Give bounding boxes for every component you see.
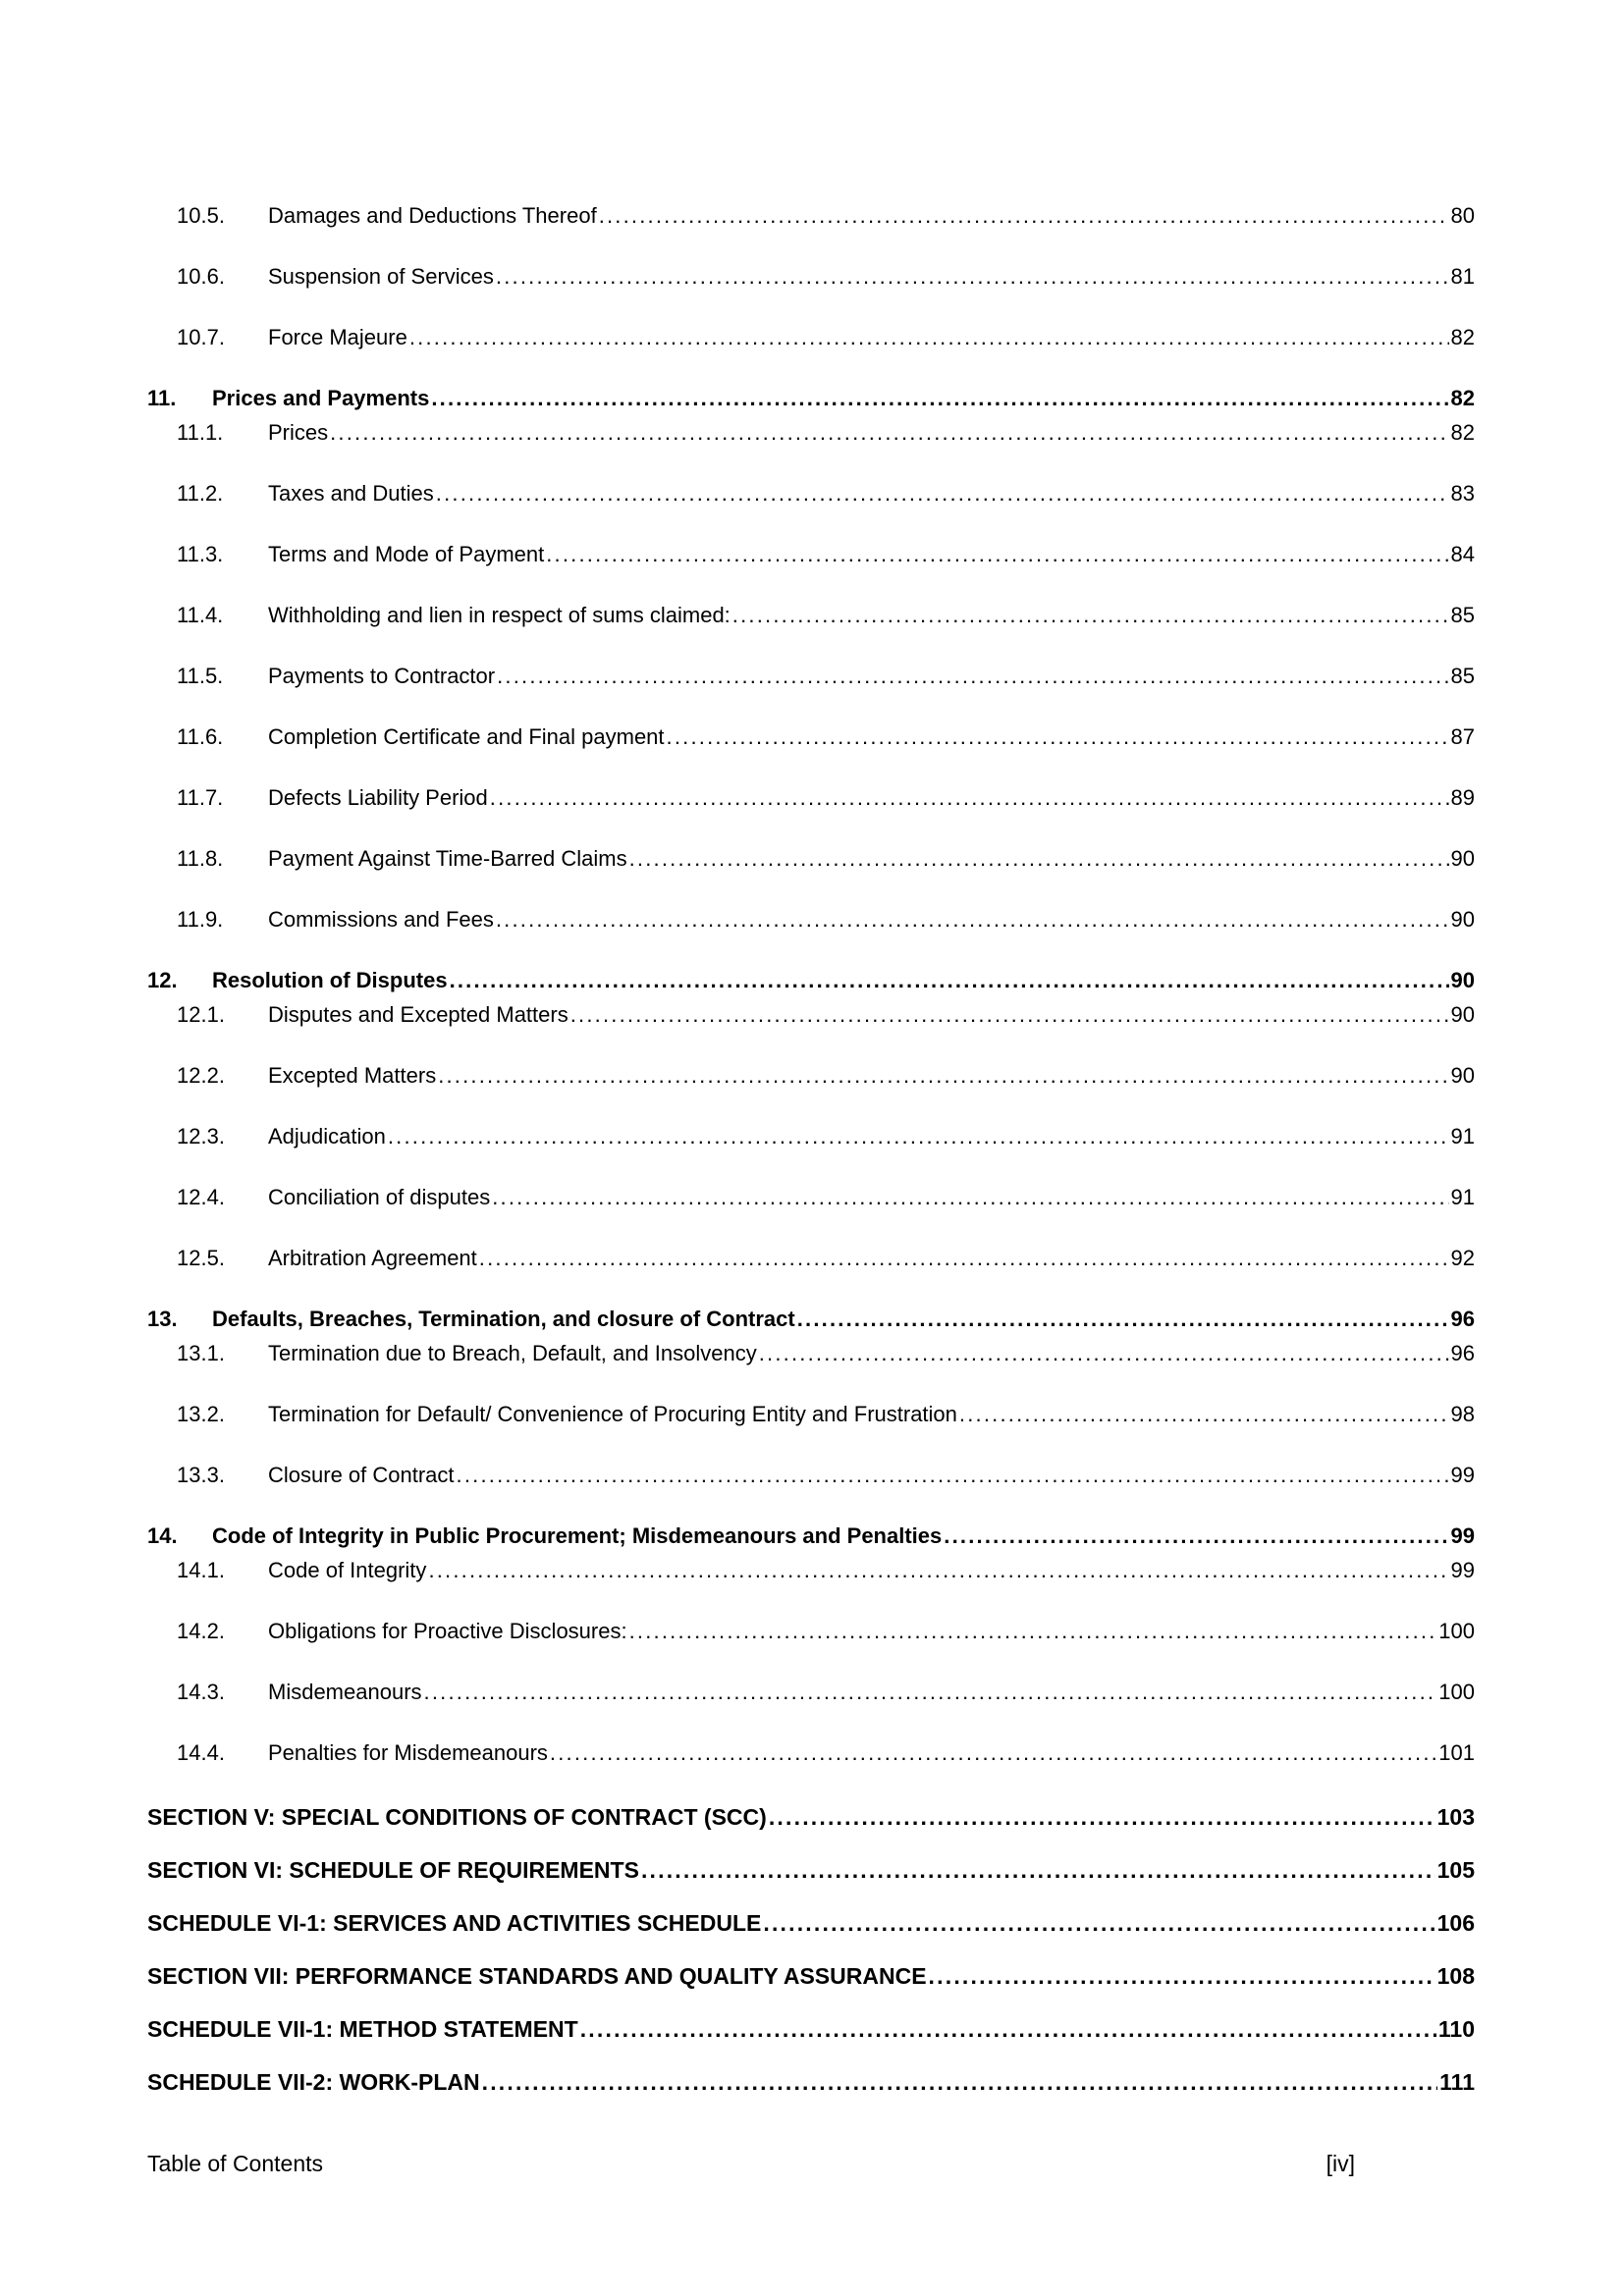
toc-entry [147,418,1475,448]
toc-entry-page: 90 [1450,1063,1475,1088]
toc-entry-page: 80 [1450,203,1475,228]
toc-entry-title: Obligations for Proactive Disclosures: [268,1619,627,1643]
toc-entry-number: 12. [147,968,178,992]
dot-leader [330,418,1448,448]
toc-entry-number: 12.3. [177,1124,225,1148]
toc-entry-page: 92 [1450,1246,1475,1270]
toc-entry-page: 103 [1436,1804,1475,1830]
toc-entry-title: Prices and Payments [212,386,430,410]
toc-entry [147,540,1475,569]
dot-leader [763,1907,1435,1939]
toc-entry-title: Code of Integrity in Public Procurement; Misdemeanours and Penalties [212,1523,943,1548]
toc-entry-number: 11.1. [177,420,224,445]
toc-entry-number: 13.3. [177,1463,225,1487]
toc-entry [147,1678,1475,1707]
dot-leader [959,1400,1449,1429]
toc-entry [147,1183,1475,1212]
toc-entry-page: 98 [1450,1402,1475,1426]
toc-entry-title: SCHEDULE VII-1: METHOD STATEMENT [147,2016,578,2042]
toc-entry-title: SECTION VII: PERFORMANCE STANDARDS AND QUALITY ASSURANCE [147,1963,927,1989]
toc-entry-title: Misdemeanours [268,1680,422,1704]
toc-entry-number: 11. [147,386,177,410]
dot-leader [580,2013,1436,2045]
dot-leader [450,966,1449,995]
toc-entry-page: 83 [1450,481,1475,506]
toc-entry [147,601,1475,630]
toc-entry-number: 14.4. [177,1740,225,1765]
toc-entry-page: 85 [1450,664,1475,688]
toc-entry [147,323,1475,352]
toc-entry [147,1461,1475,1490]
toc-entry-number: 12.4. [177,1185,225,1209]
toc-entry-page: 99 [1450,1523,1475,1548]
toc-entry-page: 106 [1436,1910,1475,1936]
toc-entry-page: 111 [1439,2069,1475,2095]
toc-entry-number: 10.7. [177,325,225,349]
toc-entry-page: 91 [1450,1124,1475,1148]
toc-entry-page: 110 [1437,2016,1475,2042]
toc-entry [147,262,1475,292]
dot-leader [496,262,1449,292]
toc-entry-page: 108 [1436,1963,1475,1989]
dot-leader [492,1183,1448,1212]
dot-leader [479,1244,1449,1273]
toc-entry-number: 11.7. [177,785,224,810]
toc-entry-page: 90 [1450,968,1475,992]
toc-entry-page: 85 [1450,603,1475,627]
dot-leader [409,323,1449,352]
toc-entry-title: Suspension of Services [268,264,494,289]
toc-entry [147,1305,1475,1334]
toc-entry-title: Defects Liability Period [268,785,488,810]
toc-entry [147,2066,1475,2098]
toc-entry-title: Conciliation of disputes [268,1185,491,1209]
dot-leader [599,201,1449,231]
toc-entry-title: Payment Against Time-Barred Claims [268,846,627,871]
toc-entry [147,2013,1475,2045]
toc-entry-page: 99 [1450,1558,1475,1582]
toc-entry [147,1244,1475,1273]
toc-entry-number: 11.8. [177,846,224,871]
toc-entry-page: 82 [1450,325,1475,349]
dot-leader [457,1461,1449,1490]
dot-leader [797,1305,1449,1334]
toc-entry-number: 11.3. [177,542,224,566]
toc-entry [147,1339,1475,1368]
toc-entry-title: Disputes and Excepted Matters [268,1002,568,1027]
toc-entry [147,1556,1475,1585]
dot-leader [388,1122,1449,1151]
toc-entry-page: 84 [1450,542,1475,566]
dot-leader [482,2066,1438,2098]
toc-entry-page: 99 [1450,1463,1475,1487]
footer-document-title: Table of Contents [147,2151,324,2176]
toc-entry-title: Penalties for Misdemeanours [268,1740,548,1765]
toc-entry-number: 11.6. [177,724,224,749]
dot-leader [424,1678,1437,1707]
toc-entry-title: Force Majeure [268,325,407,349]
dot-leader [431,384,1448,413]
toc-entry-title: Termination due to Breach, Default, and Insolvency [268,1341,757,1365]
toc-entry [147,1854,1475,1886]
toc-entry [147,479,1475,508]
toc-entry-page: 82 [1450,386,1475,410]
toc-entry-title: Defaults, Breaches, Termination, and closure of Contract [212,1307,795,1331]
page-footer [147,2149,1475,2178]
toc-entry-title: Excepted Matters [268,1063,437,1088]
toc-entry [147,966,1475,995]
toc-entry-title: SECTION V: SPECIAL CONDITIONS OF CONTRACT (SCC) [147,1804,767,1830]
toc-entry [147,783,1475,813]
toc-entry [147,384,1475,413]
toc-entry-title: SCHEDULE VI-1: SERVICES AND ACTIVITIES SCHEDULE [147,1910,762,1936]
toc-entry-page: 105 [1436,1857,1475,1883]
dot-leader [438,1061,1448,1091]
toc-entry-number: 10.5. [177,203,225,228]
toc-entry-title: Arbitration Agreement [268,1246,477,1270]
toc-entry-number: 10.6. [177,264,225,289]
toc-entry [147,1061,1475,1091]
dot-leader [759,1339,1449,1368]
toc-entry-number: 14. [147,1523,178,1548]
toc-entry-number: 12.1. [177,1002,225,1027]
toc-entry-title: Damages and Deductions Thereof [268,203,597,228]
toc-entry-number: 12.5. [177,1246,225,1270]
toc-entry [147,1000,1475,1030]
dot-leader [769,1801,1435,1833]
toc-entry-number: 13.1. [177,1341,225,1365]
toc-entry [147,1801,1475,1833]
dot-leader [629,1617,1437,1646]
toc-entry-page: 100 [1438,1680,1475,1704]
toc-entry-title: Withholding and lien in respect of sums claimed: [268,603,731,627]
toc-entry-title: Closure of Contract [268,1463,455,1487]
toc-entry-page: 81 [1450,264,1475,289]
toc-entry-page: 101 [1438,1740,1475,1765]
dot-leader [732,601,1449,630]
toc-entry-number: 12.2. [177,1063,225,1088]
toc-entry [147,905,1475,934]
toc-entry-number: 13. [147,1307,178,1331]
dot-leader [550,1738,1436,1768]
dot-leader [490,783,1449,813]
toc-entry-title: Commissions and Fees [268,907,494,932]
toc-entry [147,662,1475,691]
toc-entry-page: 100 [1438,1619,1475,1643]
toc-entry-title: Prices [268,420,329,445]
toc-entry-number: 11.2. [177,481,224,506]
toc-entry-number: 14.1. [177,1558,225,1582]
toc-entry [147,1738,1475,1768]
toc-entry [147,844,1475,874]
toc-entry [147,1907,1475,1939]
toc-entry [147,722,1475,752]
dot-leader [929,1960,1435,1992]
dot-leader [570,1000,1449,1030]
toc-entry-title: Completion Certificate and Final payment [268,724,665,749]
dot-leader [428,1556,1448,1585]
toc-entry-page: 89 [1450,785,1475,810]
toc-entry-number: 14.3. [177,1680,225,1704]
dot-leader [546,540,1448,569]
toc-entry-title: Terms and Mode of Payment [268,542,545,566]
toc-entry-title: Taxes and Duties [268,481,434,506]
toc-entry-title: Termination for Default/ Convenience of Procuring Entity and Frustration [268,1402,957,1426]
toc-entry [147,1522,1475,1551]
toc-entry-page: 90 [1450,846,1475,871]
toc-entry-title: Adjudication [268,1124,386,1148]
toc-entry-page: 90 [1450,907,1475,932]
toc-entry-title: SCHEDULE VII-2: WORK-PLAN [147,2069,480,2095]
dot-leader [629,844,1449,874]
toc-entry-number: 11.9. [177,907,224,932]
toc-entry-page: 96 [1450,1341,1475,1365]
dot-leader [944,1522,1448,1551]
toc-entry [147,201,1475,231]
toc-entry-number: 14.2. [177,1619,225,1643]
toc-entry [147,1617,1475,1646]
toc-entry-page: 82 [1450,420,1475,445]
toc-entry-number: 11.5. [177,664,224,688]
toc-entry-number: 11.4. [177,603,224,627]
toc-entry-number: 13.2. [177,1402,225,1426]
toc-entry [147,1960,1475,1992]
dot-leader [667,722,1449,752]
toc-list [147,201,1475,2098]
dot-leader [641,1854,1435,1886]
toc-entry-page: 90 [1450,1002,1475,1027]
toc-entry-page: 96 [1450,1307,1475,1331]
dot-leader [496,905,1449,934]
footer-page-number: [iv] [1326,2151,1355,2176]
toc-entry-title: Resolution of Disputes [212,968,448,992]
toc-entry-title: Code of Integrity [268,1558,427,1582]
toc-entry-title: Payments to Contractor [268,664,496,688]
toc-entry [147,1122,1475,1151]
toc-entry-page: 87 [1450,724,1475,749]
dot-leader [436,479,1449,508]
toc-entry [147,1400,1475,1429]
dot-leader [497,662,1448,691]
toc-entry-page: 91 [1450,1185,1475,1209]
toc-entry-title: SECTION VI: SCHEDULE OF REQUIREMENTS [147,1857,639,1883]
